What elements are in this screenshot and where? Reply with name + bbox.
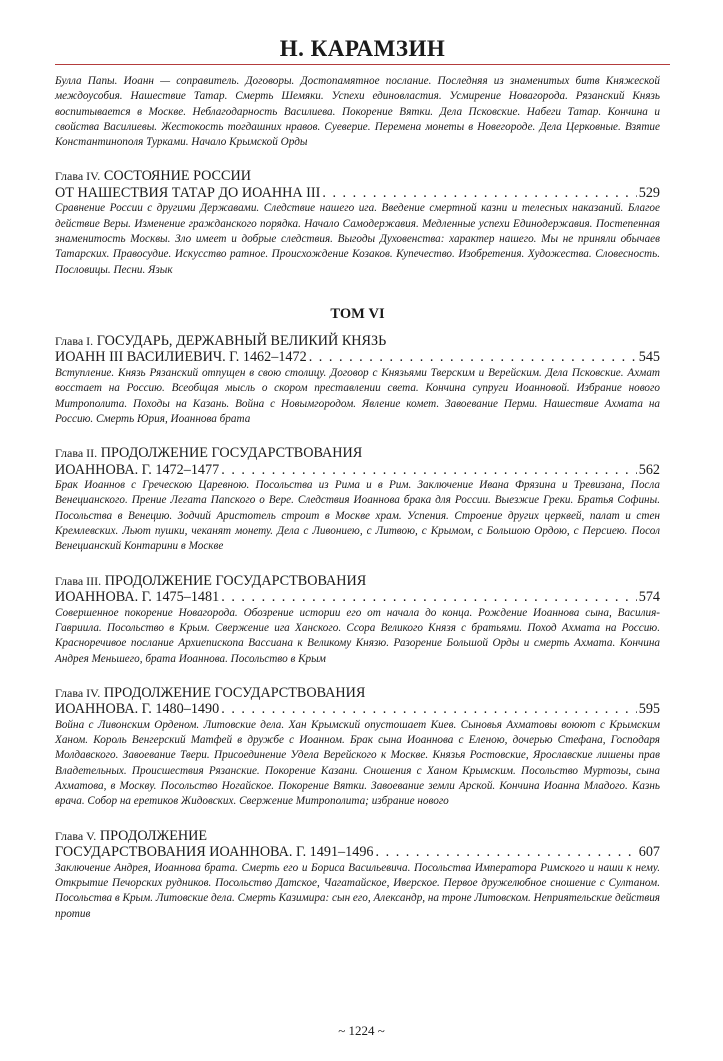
page-ref: 529 — [638, 184, 660, 201]
chapter-title-line — [55, 168, 660, 185]
chapter-summary: Война с Ливонским Орденом. Литовские дела. Хан Крымский опустошает Киев. Сыновья Ахматовы воюют с Крымским Ханом. Король Венгерский Матфей в дружбе с Иоанном. Брак сына Иоаннова с Еленою, дочерью Стефана, Господаря Молдавского. Завоевание Твери. Присоединение Удела Верейского к Москве. Князья Ростовские, Ярославские лишены прав Владетельных. Происшествия Рязанские. Покорение Казани. Сношения с Ханом Крымским. Посольство Муртозы, сына Ахматова, в Москву. Посольство Ногайское. Покорение Вятки. Завоевание земли Арской. Кончина Иоанна Младого. Казнь врача. Собор на еретиков Жидовских. Свержение Митрополита; избрание нового — [55, 718, 660, 808]
chapter-title-line — [55, 462, 660, 479]
dot-leader — [376, 844, 637, 861]
chapter-title-line — [55, 844, 660, 861]
chapter-title-line — [55, 573, 660, 590]
chapter-title-line — [55, 349, 660, 366]
chapter-label: Глава II. — [55, 446, 98, 461]
toc-entry-ch5 — [55, 828, 660, 922]
page-number: ~ 1224 ~ — [338, 1023, 385, 1038]
chapter-label: Глава V. — [55, 828, 97, 843]
chapter-label: Глава IV. — [55, 169, 101, 184]
page-ref: 607 — [638, 844, 660, 861]
toc-entry-ch4 — [55, 685, 660, 810]
chapter-title-line — [55, 333, 660, 350]
chapter-summary: Сравнение России с другими Державами. Следствие нашего ига. Введение смертной казни и телесных наказаний. Благое действие Веры. Изменение гражданского порядка. Начало Самодержавия. Медленные успехи Единодержавия. Постепенная знаменитость Москвы. Зло имеет и добрые следствия. Выгоды Духовенства: характер нашего. Мы не приняли обычаев Татарских. Правосудие. Искусство ратное. Происхождение Козаков. Купечество. Изобретения. Художества. Словесность. Пословицы. Песни. Язык — [55, 202, 660, 276]
toc-entry-ch1 — [55, 333, 660, 427]
chapter-title-line — [55, 685, 660, 702]
chapter-title: ИОАНН III ВАСИЛИЕВИЧ. Г. 1462–1472 — [55, 349, 307, 366]
chapter-title-line — [55, 589, 660, 606]
chapter-label: Глава IV. — [55, 685, 101, 700]
chapter-summary: Заключение Андрея, Иоаннова брата. Смерть его и Бориса Васильевича. Посольства Императора Римского и наши к нему. Открытие Печорских рудников. Посольство Датское, Чагатайское, Иверское. Первое дружелюбное сношение с Султаном. Посольства в Крым. Литовские дела. Смерть Казимира: сын его, Александр, на троне Литовском. Неприятельские действия против — [55, 861, 660, 920]
volume-heading: ТОМ VI — [330, 305, 385, 322]
chapter-label: Глава I. — [55, 333, 94, 348]
page-ref: 562 — [638, 461, 660, 478]
intro-summary: Булла Папы. Иоанн — соправитель. Договоры. Достопамятное послание. Последняя из знаменитых битв Княжеской междоусобия. Нашествие Татар. Смерть Шемяки. Успехи единовластия. Усмирение Новагорода. Рязанский Князь воспитывается в Москве. Неблагодарность Василиева. Покорение Вятки. Дела Псковские. Набеги Татар. Кончина и свойства Василиевы. Жестокость тогдашних нравов. Суеверие. Перемена монеты в Новегороде. Дела Церковные. Взятие Константинополя Турками. Начало Крымской Орды — [55, 75, 660, 149]
dot-leader — [221, 462, 637, 479]
toc-entry-ch3 — [55, 573, 660, 667]
header-rule — [55, 64, 670, 65]
chapter-title: ПРОДОЛЖЕНИЕ — [99, 827, 208, 844]
dot-leader — [309, 349, 637, 366]
table-of-contents — [55, 74, 660, 922]
chapter-label: Глава III. — [55, 573, 102, 588]
dot-leader — [322, 185, 636, 202]
page-ref: 574 — [638, 589, 660, 606]
running-header: Н. КАРАМЗИН — [279, 36, 446, 61]
chapter-title: ПРОДОЛЖЕНИЕ ГОСУДАРСТВОВАНИЯ — [103, 684, 366, 701]
chapter-title-line — [55, 185, 660, 202]
chapter-title: ГОСУДАРЬ, ДЕРЖАВНЫЙ ВЕЛИКИЙ КНЯЗЬ — [96, 332, 387, 349]
chapter-title-line — [55, 445, 660, 462]
toc-entry-ch2 — [55, 445, 660, 554]
toc-entry-ch4-vol5 — [55, 168, 660, 277]
dot-leader — [221, 701, 637, 718]
chapter-title: ОТ НАШЕСТВИЯ ТАТАР ДО ИОАННА III — [55, 184, 321, 201]
page-ref: 545 — [638, 349, 660, 366]
chapter-title: СОСТОЯНИЕ РОССИИ — [103, 168, 251, 185]
chapter-title: ГОСУДАРСТВОВАНИЯ ИОАННОВА. Г. 1491–1496 — [55, 844, 374, 861]
chapter-title: ИОАННОВА. Г. 1480–1490 — [55, 701, 220, 718]
chapter-title: ИОАННОВА. Г. 1475–1481 — [55, 589, 220, 606]
chapter-title-line — [55, 701, 660, 718]
page-ref: 595 — [638, 701, 660, 718]
chapter-summary: Вступление. Князь Рязанский отпущен в свою столицу. Договор с Князьями Тверским и Верейским. Дела Псковские. Ахмат восстает на Россию. Всеобщая мысль о скором преставлении света. Кончина супруги Иоанновой. Избрание нового Митрополита. Походы на Казань. Война с Новымгородом. Явление комет. Завоевание Перми. Нашествие Ахмата на Россию. Смерть Юрия, Иоаннова брата — [55, 366, 660, 425]
chapter-summary: Брак Иоаннов с Греческою Царевною. Посольства из Рима и в Рим. Заключение Ивана Фрязина и Тревизана, Посла Венецианского. Прение Легата Папского о Вере. Следствия Иоаннова брака для России. Выезжие Греки. Братья Софины. Посольства в Венецию. Зодчий Аристотель строит в Москве храм. Успения. Строение других церквей, палат и стен Кремлевских. Льют пушки, чеканят монету. Дела с Ливониею, с Литвою, с Крымом, с Большою Ордою, с Персиею. Посол Венецианский Контарини в Москве — [55, 479, 660, 553]
chapter-summary: Совершенное покорение Новагорода. Обозрение истории его от начала до конца. Рождение Иоаннова сына, Василия-Гавриила. Посольство в Крым. Свержение ига Ханского. Ссора Великого Князя с братьями. Поход Ахмата на Россию. Красноречивое послание Архиепископа Вассиана к Великому Князю. Разорение Большой Орды и смерть Ахмата. Кончина Андрея Меньшего, брата Иоаннова. Посольство в Крым — [55, 606, 660, 665]
chapter-title: ПРОДОЛЖЕНИЕ ГОСУДАРСТВОВАНИЯ — [100, 445, 363, 462]
chapter-title: ПРОДОЛЖЕНИЕ ГОСУДАРСТВОВАНИЯ — [104, 572, 367, 589]
dot-leader — [221, 589, 637, 606]
chapter-title-line — [55, 828, 660, 845]
chapter-title: ИОАННОВА. Г. 1472–1477 — [55, 461, 220, 478]
